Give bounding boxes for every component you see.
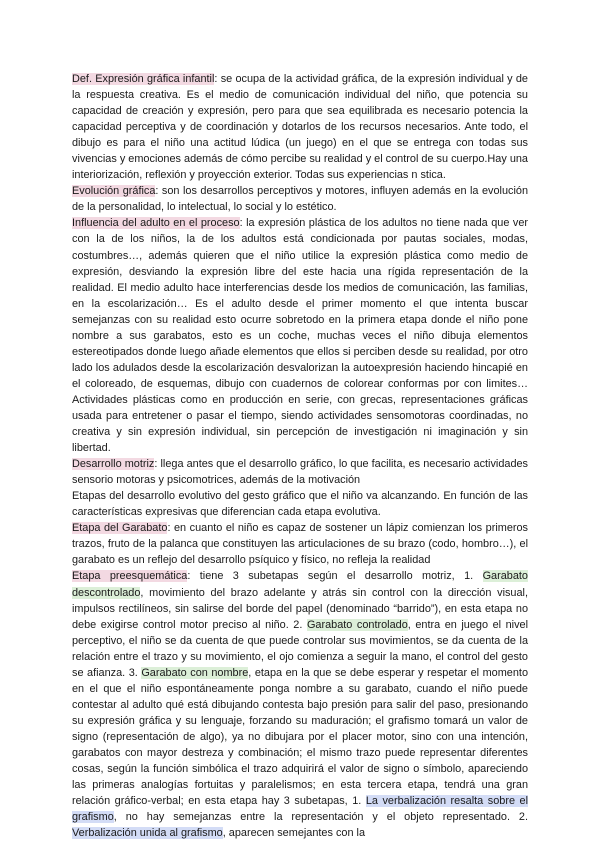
heading-expresion-grafica-infantil: Def. Expresión gráfica infantil — [72, 73, 215, 85]
paragraph-etapas — [72, 488, 528, 520]
paragraph-text: : tiene 3 subetapas según el desarrollo motriz, 1. — [187, 570, 483, 583]
heading-desarrollo-motriz: Desarrollo motriz — [72, 458, 155, 471]
paragraph-text: , entra en juego el nivel perceptivo, el niño se da cuenta de que puede controlar sus movimientos, se da cuenta de la relación entre el trazo y su movimiento, el ojo comienza a seguir la mano, el control del gesto se afianza. 3. — [72, 618, 529, 679]
paragraph-text: Etapas del desarrollo evolutivo del gesto gráfico que el niño va alcanzando. En función de las características expresivas que diferencian cada etapa evolutiva. — [72, 490, 528, 519]
paragraph-text: : llega antes que el desarrollo gráfico, lo que facilita, es necesario actividades sensorio motoras y psicomotrices, además de la motivación — [72, 458, 529, 487]
paragraph-text: , movimiento del brazo adelante y atrás sin control con la dirección visual, impulsos rectilíneos, sin salirse del borde del papel (denominado “barrido”), en esta etapa no debe exigirse control motor preciso al niño. 2. — [72, 586, 528, 631]
paragraph-text: : son los desarrollos perceptivos y motores, influyen además en la evolución de la personalidad, lo intelectual, lo social y lo estético. — [72, 185, 528, 214]
highlight-garabato-controlado: Garabato controlado — [306, 618, 408, 631]
paragraph-text: : se ocupa de la actividad gráfica, de la expresión individual y de la respuesta creativa. Es el medio de comunicación individual del niño, que potencia su capacidad de creación y expresión, pero para que sea equilibrada es necesario potencia la capacidad perceptiva y de coordinación y dotarlos de los recursos necesarios. Ante todo, el dibujo es para el niño una actitud lúdica (un juego) en el que se entrega con todas sus vivencias y emociones además de cómo percibe su realidad y el control de su cuerpo.Hay una interiorización, reflexión y proyección exterior. Todas sus experiencias n stica. — [72, 73, 528, 182]
paragraph-evolucion — [72, 183, 528, 215]
heading-etapa-preesquematica: Etapa preesquemática — [72, 570, 188, 583]
heading-influencia-adulto: Influencia del adulto en el proceso — [72, 217, 240, 230]
paragraph-text: , no hay semejanzas entre la representación y el objeto representado. 2. — [113, 811, 528, 824]
paragraph-garabato — [72, 520, 528, 568]
highlight-garabato-descontrolado: Garabato descontrolado — [72, 570, 528, 599]
highlight-verbalizacion-resalta: La verbalización resalta sobre el grafismo — [72, 795, 528, 824]
paragraph-text: , etapa en la que se debe esperar y respetar el momento en el que el niño espontáneamente ponga nombre a su garabato, cuando el niño puede contestar al adulto qué está dibujando contesta bajo presión para salir del paso, presionando su expresión gráfica y su lenguaje, forzando su maduración; el grafismo tomará un valor de signo (representación de algo), ya no dibujara por el placer motor, sino con una intención, garabatos con mayor destreza y combinación; el mismo trazo puede representar diferentes cosas, según la función simbólica el trazo adquirirá el valor de signo o símbolo, apareciendo las primeras analogías fortuitas y paralelismos; en esta tercera etapa, tendrá una gran relación gráfico-verbal; en esta etapa hay 3 subetapas, 1. — [72, 666, 529, 808]
paragraph-text: : la expresión plástica de los adultos no tiene nada que ver con la de los niños, la de los adultos está condicionada por pautas sociales, modas, costumbres…, además quieren que el niño utilice la expresión plástica como medio de expresión, desviando la expresión libre del este hacia una rígida representación de la realidad. El medio adulto hace interferencias desde los medios de comunicación, las familias, en la escolarización… Es el adulto desde el primer momento el que intenta buscar semejanzas con su realidad esto ocurre sobretodo en la primera etapa donde el niño pone nombre a sus garabatos, esto es un coche, muchas veces el niño dibuja elementos estereotipados donde luego añade elementos que ellos si perciben desde su realidad, por otro lado los adulados desde la escolarización desvalorizan la autoexpresión haciendo hincapié en el coloreado, de esquemas, dibujo con cuadernos de colorear conformas por con limites… Actividades plásticas como en producción en serie, con grecas, representaciones gráficas usada para entretener o pasar el tiempo, siendo actividades sensomotoras coordinadas, no creativa y sin expresión individual, sin percepción de investigación ni imaginación y sin libertad. — [72, 217, 528, 455]
paragraph-preesquematica — [72, 568, 528, 841]
paragraph-text: : en cuanto el niño es capaz de sostener un lápiz comienzan los primeros trazos, fruto de la palanca que constituyen las articulaciones de su brazo (codo, hombro…), el garabato es un reflejo del desarrollo psíquico y físico, no refleja la realidad — [72, 522, 529, 567]
paragraph-desarrollo-motriz — [72, 456, 528, 488]
heading-etapa-garabato: Etapa del Garabato — [72, 522, 168, 535]
paragraph-text: , aparecen semejantes con la — [222, 827, 366, 840]
document-body — [72, 71, 528, 841]
highlight-verbalizacion-unida: Verbalización unida al grafismo — [72, 827, 223, 840]
heading-evolucion-grafica: Evolución gráfica — [72, 185, 156, 198]
paragraph-definition — [72, 71, 528, 183]
highlight-garabato-con-nombre: Garabato con nombre — [141, 666, 249, 679]
paragraph-influencia — [72, 215, 528, 456]
